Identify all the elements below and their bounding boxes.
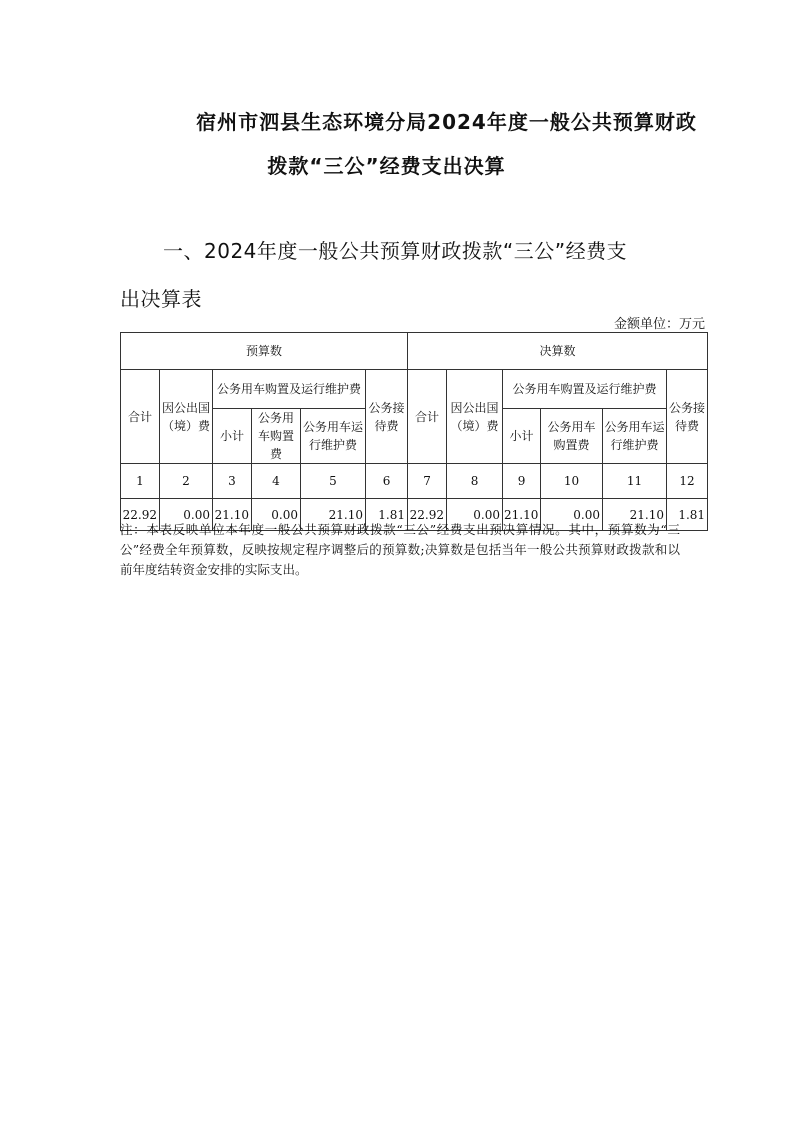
- header-vehicle: 公务用车购置及运行维护费: [213, 370, 366, 409]
- header-reception: 公务接待费: [366, 370, 408, 464]
- column-number-row: [121, 464, 708, 499]
- value-cell: 1.81: [366, 499, 408, 531]
- column-number: 10: [541, 464, 603, 499]
- header-subtotal: 小计: [503, 409, 541, 464]
- section-heading-line1: 一、2024年度一般公共预算财政拨款“三公”经费支: [163, 239, 628, 263]
- value-cell: 21.10: [213, 499, 252, 531]
- column-number: 4: [252, 464, 301, 499]
- header-subtotal: 小计: [213, 409, 252, 464]
- header-vehicle: 公务用车购置及运行维护费: [503, 370, 667, 409]
- value-cell: 21.10: [603, 499, 667, 531]
- column-number: 3: [213, 464, 252, 499]
- column-number: 6: [366, 464, 408, 499]
- header-maintain: 公务用车运行维护费: [603, 409, 667, 464]
- document-title-line2: 拨款“三公”经费支出决算: [267, 154, 506, 178]
- column-number: 5: [301, 464, 366, 499]
- header-total: 合计: [121, 370, 160, 464]
- column-number: 11: [603, 464, 667, 499]
- group-header-final: 决算数: [408, 333, 708, 370]
- three-public-expenses-table: [120, 332, 708, 531]
- header-purchase: 公务用车购置费: [541, 409, 603, 464]
- column-number: 1: [121, 464, 160, 499]
- column-number: 8: [447, 464, 503, 499]
- header-total: 合计: [408, 370, 447, 464]
- column-number: 12: [667, 464, 708, 499]
- group-header-budget: 预算数: [121, 333, 408, 370]
- value-cell: 0.00: [252, 499, 301, 531]
- column-number: 2: [160, 464, 213, 499]
- value-cell: 22.92: [121, 499, 160, 531]
- table-note: 注：本表反映单位本年度一般公共预算财政拨款“三公”经费支出预决算情况。其中，预算数为“三公”经费全年预算数，反映按规定程序调整后的预算数;决算数是包括当年一般公共预算财政拨款和以前年度结转资金安排的实际支出。: [120, 522, 680, 577]
- value-cell: 0.00: [447, 499, 503, 531]
- header-abroad: 因公出国（境）费: [447, 370, 503, 464]
- header-maintain: 公务用车运行维护费: [301, 409, 366, 464]
- section-heading-line2: 出决算表: [120, 287, 202, 311]
- header-reception: 公务接待费: [667, 370, 708, 464]
- value-cell: 1.81: [667, 499, 708, 531]
- value-cell: 0.00: [160, 499, 213, 531]
- value-cell: 22.92: [408, 499, 447, 531]
- unit-label: 金额单位：万元: [613, 317, 705, 332]
- document-title-line1: 宿州市泗县生态环境分局2024年度一般公共预算财政: [196, 110, 697, 134]
- value-cell: 0.00: [541, 499, 603, 531]
- value-cell: 21.10: [503, 499, 541, 531]
- column-number: 9: [503, 464, 541, 499]
- header-purchase: 公务用车购置费: [252, 409, 301, 464]
- value-cell: 21.10: [301, 499, 366, 531]
- column-number: 7: [408, 464, 447, 499]
- header-abroad: 因公出国（境）费: [160, 370, 213, 464]
